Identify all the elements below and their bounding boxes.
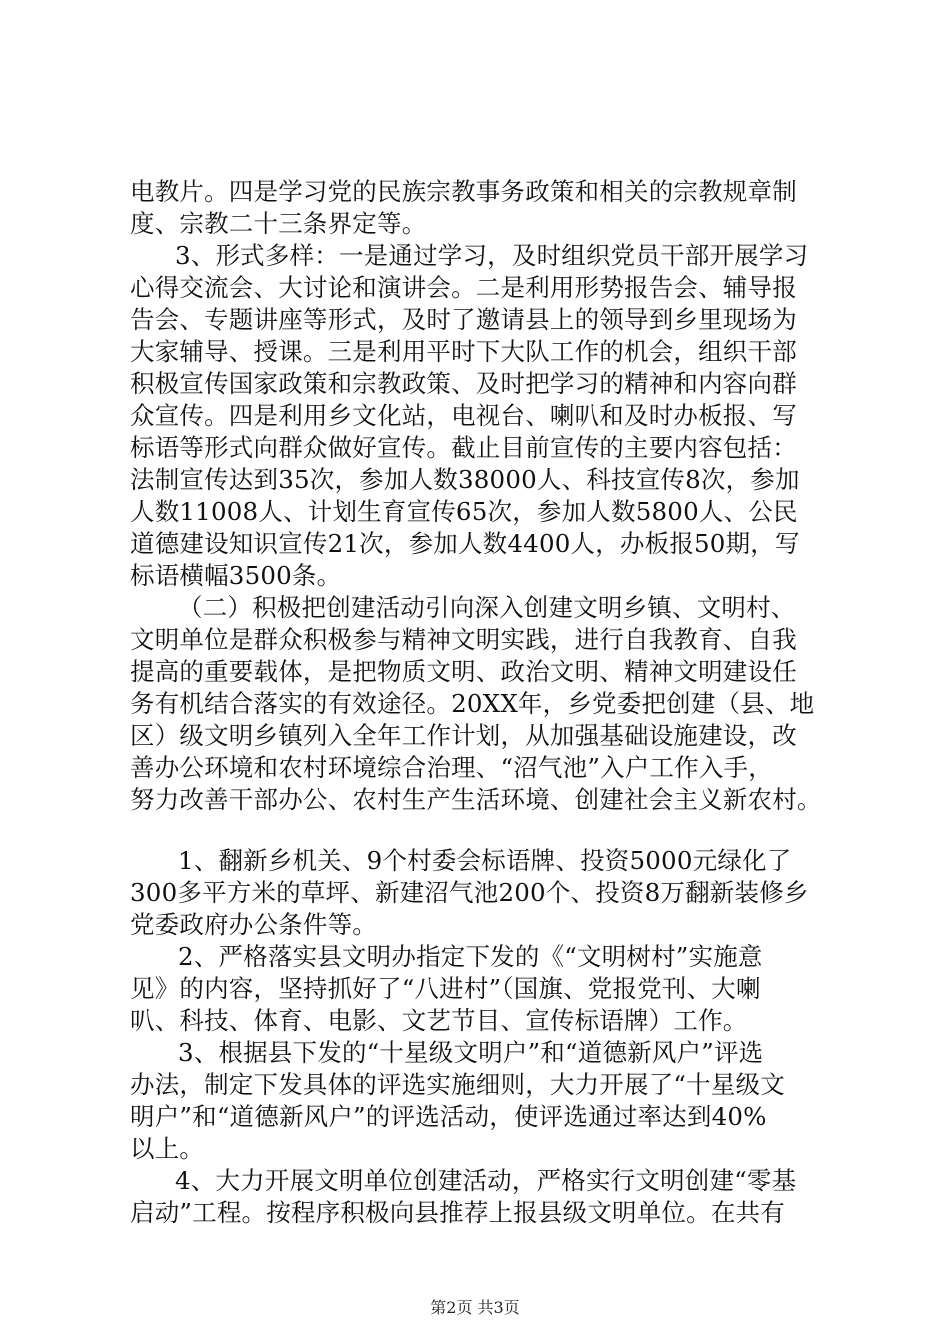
text-line: 道德建设知识宣传21次，参加人数4400人，办板报50期，写: [130, 529, 800, 558]
text-line: 告会、专题讲座等形式，及时了邀请县上的领导到乡里现场为: [130, 305, 797, 334]
text-line: 务有机结合落实的有效途径。20XX年，乡党委把创建（县、地: [130, 689, 815, 718]
paragraph-start: 2、严格落实县文明办指定下发的《“文明树村”实施意: [178, 942, 763, 971]
text-line: 启动”工程。按程序积极向县推荐上报县级文明单位。在共有: [130, 1198, 785, 1227]
text-line: 努力改善干部办公、农村生产生活环境、创建社会主义新农村。: [130, 785, 822, 814]
text-line: 以上。: [130, 1134, 205, 1163]
text-line: 法制宣传达到35次，参加人数38000人、科技宣传8次，参加: [130, 465, 800, 494]
text-line: 明户”和“道德新风户”的评选活动，使评选通过率达到40%: [130, 1102, 767, 1131]
text-line: 积极宣传国家政策和宗教政策、及时把学习的精神和内容向群: [130, 369, 797, 398]
text-line: 提高的重要载体，是把物质文明、政治文明、精神文明建设任: [130, 657, 797, 686]
text-line: 心得交流会、大讨论和演讲会。二是利用形势报告会、辅导报: [130, 273, 797, 302]
text-line: 人数11008人、计划生育宣传65次，参加人数5800人、公民: [130, 497, 798, 526]
text-line: 文明单位是群众积极参与精神文明实践，进行自我教育、自我: [130, 625, 797, 654]
text-line: 见》的内容，坚持抓好了“八进村”（国旗、党报党刊、大喇: [130, 974, 761, 1003]
text-line: 党委政府办公条件等。: [130, 910, 377, 939]
text-line: 办法，制定下发具体的评选实施细则，大力开展了“十星级文: [130, 1070, 785, 1099]
text-line: 标语等形式向群众做好宣传。截止目前宣传的主要内容包括：: [130, 433, 797, 462]
paragraph-start: 3、形式多样：一是通过学习，及时组织党员干部开展学习: [175, 241, 809, 270]
text-line: 大家辅导、授课。三是利用平时下大队工作的机会，组织干部: [130, 337, 797, 366]
text-line: 300多平方米的草坪、新建沼气池200个、投资8万翻新装修乡: [130, 878, 809, 907]
text-line: 善办公环境和农村环境综合治理、“沼气池”入户工作入手，: [130, 753, 773, 782]
text-line: 众宣传。四是利用乡文化站，电视台、喇叭和及时办板报、写: [130, 401, 797, 430]
page-number: 第2页 共3页: [430, 1298, 520, 1317]
text-line: 叭、科技、体育、电影、文艺节目、宣传标语牌）工作。: [130, 1006, 748, 1035]
paragraph-start: 3、根据县下发的“十星级文明户”和“道德新风户”评选: [178, 1038, 764, 1067]
section-heading: （二）积极把创建活动引向深入创建文明乡镇、文明村、: [178, 593, 796, 622]
text-line: 电教片。四是学习党的民族宗教事务政策和相关的宗教规章制: [130, 177, 797, 206]
text-line: 区）级文明乡镇列入全年工作计划，从加强基础设施建设，改: [130, 721, 797, 750]
paragraph-start: 4、大力开展文明单位创建活动，严格实行文明创建“零基: [175, 1166, 797, 1195]
text-line: 标语横幅3500条。: [130, 561, 342, 590]
text-line: 度、宗教二十三条界定等。: [130, 209, 427, 238]
paragraph-start: 1、翻新乡机关、9个村委会标语牌、投资5000元绿化了: [178, 846, 792, 875]
